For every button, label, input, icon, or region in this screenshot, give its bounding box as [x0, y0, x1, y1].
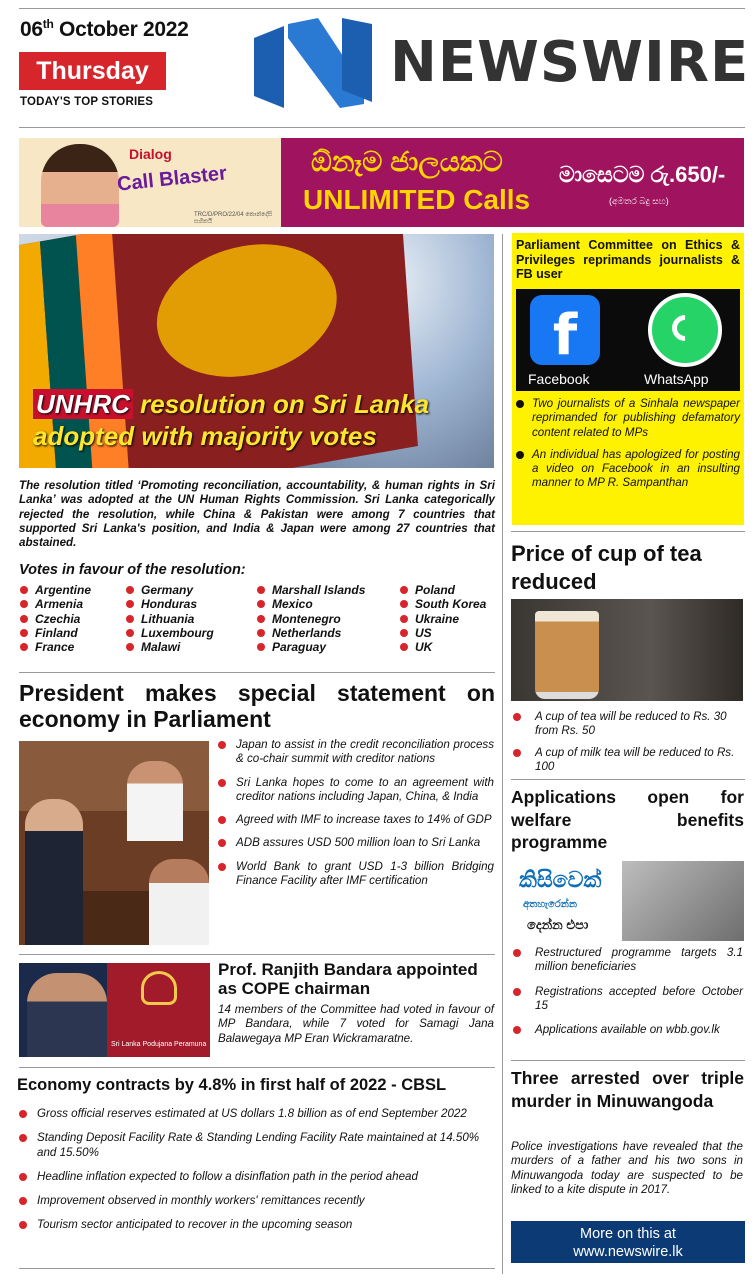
murder-text: Police investigations have revealed that the murders of a father and his two sons in Minuwangoda today are suspected to be linked to a kite dispute in 2017. — [511, 1140, 743, 1196]
vote-item: Mexico — [256, 597, 365, 611]
vote-item: Honduras — [125, 597, 214, 611]
issue-date: 06th October 2022 — [20, 17, 189, 41]
app-label: WhatsApp — [644, 371, 709, 387]
vote-item: Finland — [19, 626, 91, 640]
lead-photo — [19, 234, 494, 468]
photo-caption: Sri Lanka Podujana Peramuna — [111, 1041, 207, 1048]
section-rule — [511, 1060, 745, 1061]
more-link-line1: More on this at — [580, 1226, 676, 1242]
vote-item: Poland — [399, 583, 486, 597]
vote-item: Argentine — [19, 583, 91, 597]
list-item: Standing Deposit Facility Rate & Standing Lending Facility Rate maintained at 14.50% and 15.50% — [17, 1131, 493, 1160]
list-item: Sri Lanka hopes to come to an agreement with creditor nations including Japan, China, & India — [216, 776, 494, 805]
vote-item: Armenia — [19, 597, 91, 611]
tea-photo — [511, 599, 743, 701]
list-item: World Bank to grant USD 1-3 billion Bridging Finance Facility after IMF certification — [216, 860, 494, 889]
ad-fine-print: TRC/D/PRO/22/04 කොන්දේසි සහිතයි — [194, 212, 273, 225]
section-rule — [19, 672, 495, 673]
cope-text: 14 members of the Committee had voted in favour of MP Bandara, while 7 voted for Samagi Jana Balawegaya MP Eran Wickramaratne. — [218, 1003, 494, 1045]
vote-item: Malawi — [125, 640, 214, 654]
ethics-headline: Parliament Committee on Ethics & Privileges reprimands journalists & FB user — [516, 238, 740, 281]
lotus-icon — [141, 971, 177, 1005]
vote-item: France — [19, 640, 91, 654]
lead-headline: UNHRC resolution on Sri Lanka adopted with majority votes — [33, 389, 430, 451]
tagline: TODAY'S TOP STORIES — [20, 96, 154, 108]
president-points — [216, 738, 494, 897]
list-item: Applications available on wbb.gov.lk — [511, 1023, 743, 1037]
cope-photo — [19, 963, 210, 1057]
weekday-badge: Thursday — [19, 52, 166, 90]
list-item: Gross official reserves estimated at US dollars 1.8 billion as of end September 2022 — [17, 1107, 493, 1121]
list-item: An individual has apologized for posting a video on Facebook in an insulting manner to MP R. Sampanthan — [516, 448, 740, 491]
cope-headline: Prof. Ranjith Bandara appointed as COPE chairman — [218, 960, 478, 998]
tea-points — [511, 710, 743, 781]
president-headline: President makes special statement on economy in Parliament — [19, 680, 495, 732]
brand-name: NEWSWIRE — [390, 30, 750, 95]
economy-headline: Economy contracts by 4.8% in first half of 2022 - CBSL — [17, 1076, 447, 1094]
vote-item: Marshall Islands — [256, 583, 365, 597]
vote-item: US — [399, 626, 486, 640]
vote-item: Netherlands — [256, 626, 365, 640]
lead-summary: The resolution titled ‘Promoting reconciliation, accountability, & human rights in Sri Lanka’ was adopted at the UN Human Rights Commission. Sri Lanka categorically rejected the resolution, while China & Pakistan were among 7 countries that supported Sri Lanka's position, and India & Japan were among 27 countries that abstained. — [19, 479, 495, 550]
section-rule — [19, 1268, 495, 1269]
vote-item: Luxembourg — [125, 626, 214, 640]
list-item: A cup of milk tea will be reduced to Rs. 100 — [511, 746, 743, 775]
top-rule — [19, 8, 745, 9]
tea-headline: Price of cup of tea reduced — [511, 541, 702, 594]
murder-headline: Three arrested over triple murder in Minuwangoda — [511, 1068, 744, 1111]
list-item: Restructured programme targets 3.1 million beneficiaries — [511, 946, 743, 975]
vote-item: Lithuania — [125, 612, 214, 626]
votes-column-2 — [125, 583, 214, 654]
ethics-box — [512, 233, 744, 525]
vote-item: Montenegro — [256, 612, 365, 626]
ad-english-line: UNLIMITED Calls — [303, 184, 531, 215]
apps-image — [516, 289, 740, 391]
section-rule — [511, 531, 745, 532]
newswire-logo-icon — [254, 18, 374, 108]
vote-item: South Korea — [399, 597, 486, 611]
header-rule — [19, 127, 745, 128]
votes-column-1 — [19, 583, 91, 654]
whatsapp-icon — [648, 293, 722, 367]
vote-item: Ukraine — [399, 612, 486, 626]
list-item: Headline inflation expected to follow a disinflation path in the period ahead — [17, 1170, 493, 1184]
welfare-points — [511, 946, 743, 1047]
vote-item: Germany — [125, 583, 214, 597]
facebook-icon: f — [530, 295, 600, 365]
votes-list — [19, 583, 495, 657]
vote-item: Paraguay — [256, 640, 365, 654]
tea-glass-image — [535, 611, 599, 699]
advertisement-banner[interactable] — [19, 138, 744, 227]
vote-item: Czechia — [19, 612, 91, 626]
votes-title: Votes in favour of the resolution: — [19, 562, 246, 578]
app-label: Facebook — [528, 371, 590, 387]
ad-note: (අමතර බදු සහ) — [609, 196, 669, 206]
section-rule — [19, 954, 495, 955]
ethics-points — [516, 397, 740, 499]
list-item: Agreed with IMF to increase taxes to 14% of GDP — [216, 813, 494, 827]
list-item: Two journalists of a Sinhala newspaper reprimanded for publishing defamatory content related to MPs — [516, 397, 740, 440]
ad-sinhala-line: ඕනෑම ජාලයකට — [311, 146, 503, 177]
ad-brand: Dialog — [129, 146, 172, 162]
list-item: Registrations accepted before October 15 — [511, 985, 743, 1014]
more-link-button[interactable] — [511, 1221, 745, 1263]
welfare-slogan-image: කිසිවෙක් අතහැරෙන්න දෙන්න එපා — [511, 861, 619, 941]
more-link-url: www.newswire.lk — [573, 1244, 683, 1260]
welfare-hands-image — [622, 861, 744, 941]
votes-column-3 — [256, 583, 365, 654]
ad-product: Call Blaster — [116, 162, 228, 196]
column-divider — [502, 234, 503, 1274]
votes-column-4 — [399, 583, 486, 654]
list-item: A cup of tea will be reduced to Rs. 30 from Rs. 50 — [511, 710, 743, 739]
vote-item: UK — [399, 640, 486, 654]
list-item: Improvement observed in monthly workers' remittances recently — [17, 1194, 493, 1208]
ad-left-panel — [19, 138, 281, 227]
welfare-headline: Applications open for welfare benefits programme — [511, 787, 744, 852]
list-item: ADB assures USD 500 million loan to Sri Lanka — [216, 836, 494, 850]
list-item: Tourism sector anticipated to recover in the upcoming season — [17, 1218, 493, 1232]
parliament-photo — [19, 741, 209, 945]
section-rule — [19, 1067, 495, 1068]
ad-price: මාසෙටම රු.650/- — [559, 162, 726, 187]
ad-model-image — [41, 144, 119, 227]
list-item: Japan to assist in the credit reconciliation process & co-chair summit with creditor nations — [216, 738, 494, 767]
section-rule — [511, 779, 745, 780]
economy-points — [17, 1107, 493, 1243]
